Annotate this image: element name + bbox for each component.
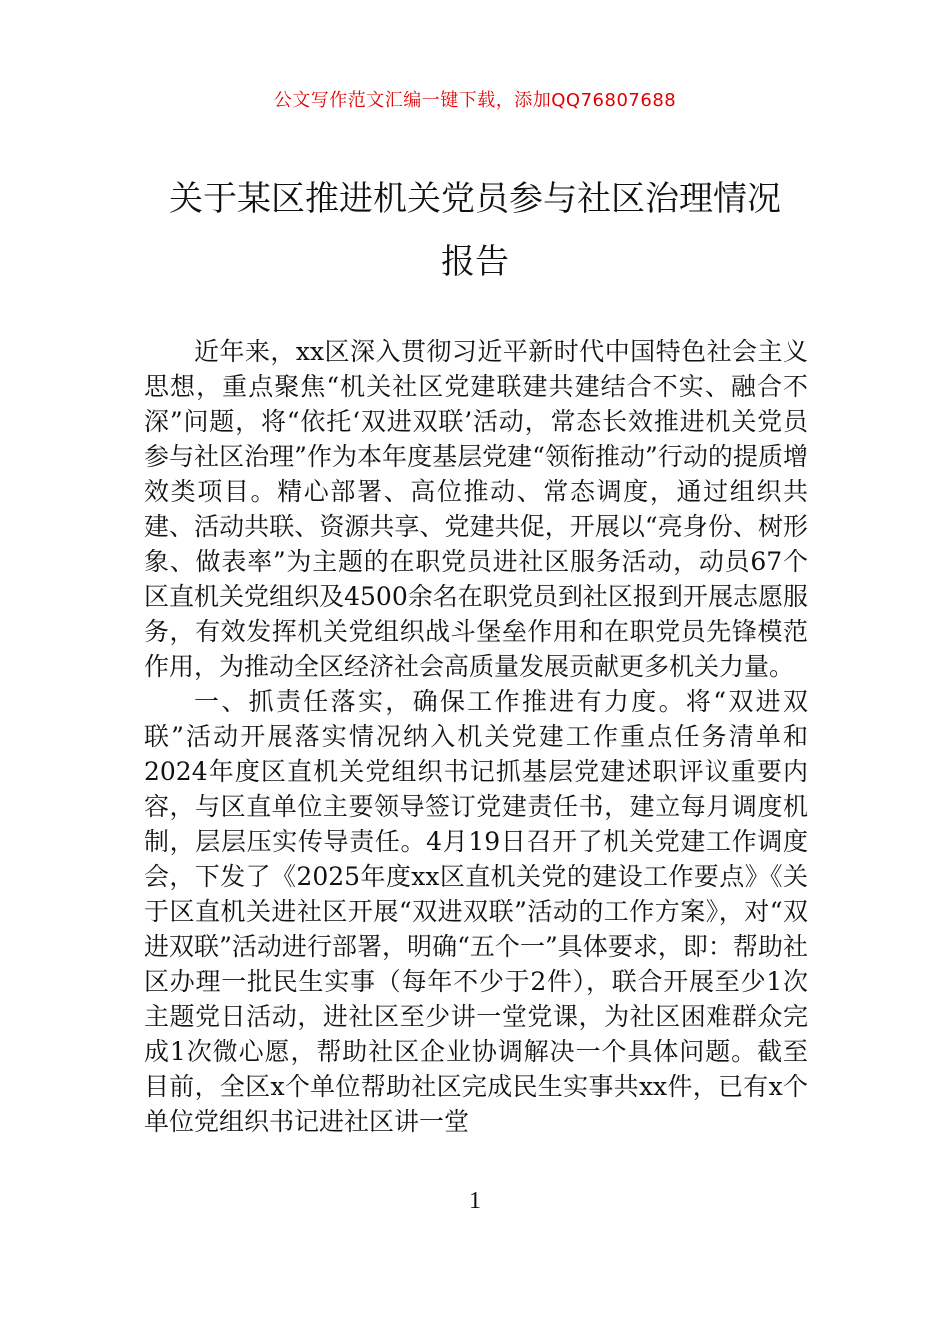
document-title [130, 168, 820, 294]
title-line-2: 报告 [441, 242, 509, 282]
document-body [144, 334, 808, 1139]
watermark-banner: 公文写作范文汇编一键下载，添加QQ76807688 [273, 90, 677, 111]
title-line-1: 关于某区推进机关党员参与社区治理情况 [169, 179, 781, 219]
page-number: 1 [469, 1188, 481, 1214]
paragraph-section-1: 一、抓责任落实，确保工作推进有力度。将“双进双联”活动开展落实情况纳入机关党建工作重点任务清单和2024年度区直机关党组织书记抓基层党建述职评议重要内容，与区直单位主要领导签订党建责任书，建立每月调度机制，层层压实传导责任。4月19日召开了机关党建工作调度会，下发了《2025年度xx区直机关党的建设工作要点》《关于区直机关进社区开展“双进双联”活动的工作方案》，对“双进双联”活动进行部署，明确“五个一”具体要求，即：帮助社区办理一批民生实事（每年不少于2件），联合开展至少1次主题党日活动，进社区至少讲一堂党课，为社区困难群众完成1次微心愿，帮助社区企业协调解决一个具体问题。截至目前，全区x个单位帮助社区完成民生实事共xx件，已有x个单位党组织书记进社区讲一堂 [144, 687, 808, 1136]
paragraph-intro: 近年来，xx区深入贯彻习近平新时代中国特色社会主义思想，重点聚焦“机关社区党建联建共建结合不实、融合不深”问题，将“依托‘双进双联’活动，常态长效推进机关党员参与社区治理”作为本年度基层党建“领衔推动”行动的提质增效类项目。精心部署、高位推动、常态调度，通过组织共建、活动共联、资源共享、党建共促，开展以“亮身份、树形象、做表率”为主题的在职党员进社区服务活动，动员67个区直机关党组织及4500余名在职党员到社区报到开展志愿服务，有效发挥机关党组织战斗堡垒作用和在职党员先锋模范作用，为推动全区经济社会高质量发展贡献更多机关力量。 [144, 337, 808, 681]
